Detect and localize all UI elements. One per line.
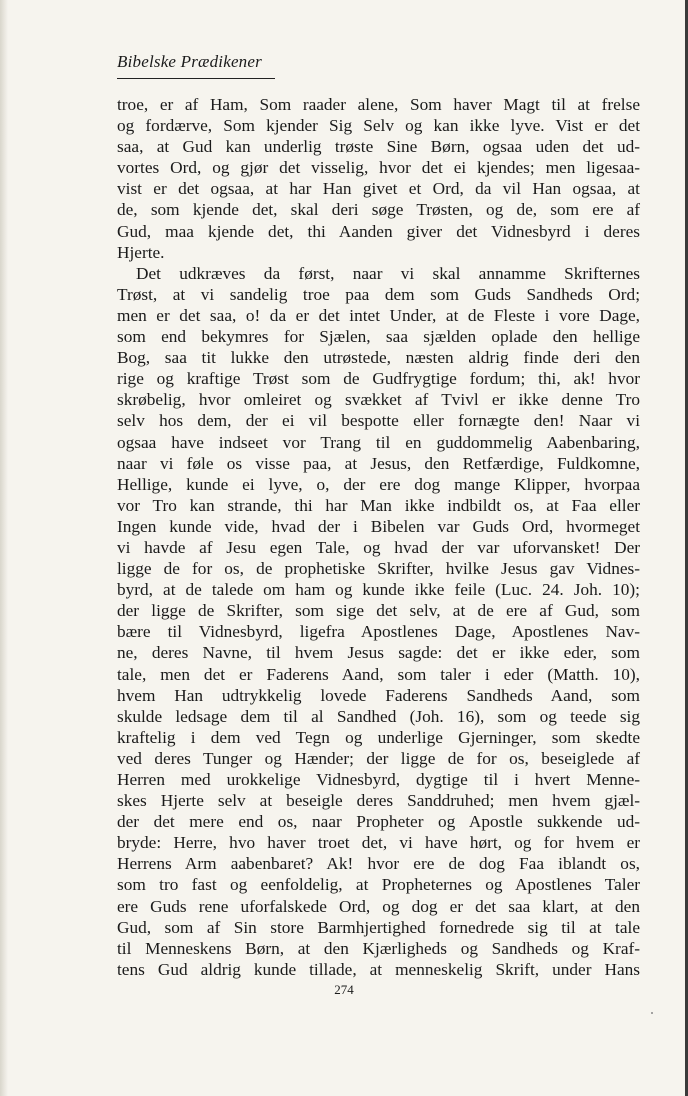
text-line: selv hos dem, der ei vil bespotte eller fornægte den! Naar vi	[117, 411, 640, 431]
text-line: vor Tro kan strande, thi har Man ikke indbildt os, at Faa eller	[117, 495, 640, 515]
text-line: byrd, at de talede om ham og kunde ikke feile (Luc. 24. Joh. 10);	[117, 580, 640, 600]
text-line: skes Hjerte selv at beseigle deres Sanddruhed; men hvem gjæl-	[117, 791, 640, 811]
text-line: og fordærve, Som kjender Sig Selv og kan ikke lyve. Vist er det	[117, 116, 640, 136]
header-rule	[117, 78, 275, 79]
text-line: som tro fast og eenfoldelig, at Propheternes og Apostlenes Taler	[117, 875, 640, 895]
text-line: vi havde af Jesu egen Tale, og hvad der var uforvansket! Der	[117, 537, 640, 557]
paper-speck	[651, 1012, 653, 1014]
page-number: 274	[334, 982, 354, 997]
text-line: tens Gud aldrig kunde tillade, at menneskelig Skrift, under Hans	[117, 959, 640, 979]
text-line: Herrens Arm aabenbaret? Ak! hvor ere de dog Faa iblandt os,	[117, 854, 640, 874]
text-line: Hellige, kunde ei lyve, o, der ere dog mange Klipper, hvorpaa	[117, 474, 640, 494]
text-line: Bog, saa tit lukke den utrøstede, næsten aldrig finde deri den	[117, 348, 640, 368]
text-line: skulde ledsage dem til al Sandhed (Joh. 16), som og teede sig	[117, 706, 640, 726]
text-line: Hjerte.	[117, 242, 165, 262]
text-line: kraftelig i dem ved Tegn og underlige Gjerninger, som skedte	[117, 727, 640, 747]
running-head: Bibelske Prædikener	[117, 52, 262, 71]
text-line: de, som kjende det, skal deri søge Trøsten, og de, som ere af	[117, 200, 640, 220]
text-line: skrøbelig, hvor omleiret og svækket af Tvivl er ikke denne Tro	[117, 390, 640, 410]
text-line: bære til Vidnesbyrd, ligefra Apostlenes Dage, Apostlenes Nav-	[117, 622, 640, 642]
text-line: Ingen kunde vide, hvad der i Bibelen var Guds Ord, hvormeget	[117, 516, 640, 536]
text-line: der det mere end os, naar Propheter og Apostle sukkende ud-	[117, 812, 640, 832]
text-line: Det udkræves da først, naar vi skal annamme Skrifternes	[136, 263, 640, 283]
text-line: saa, at Gud kan underlig trøste Sine Børn, ogsaa uden det ud-	[117, 137, 640, 157]
text-line: Gud, som af Sin store Barmhjertighed fornedrede sig til at tale	[117, 917, 640, 937]
text-line: ligge de for os, de prophetiske Skrifter, hvilke Jesus gav Vidnes-	[117, 559, 640, 579]
text-line: ne, deres Navne, til hvem Jesus sagde: det er ikke eder, som	[117, 643, 640, 663]
text-line: rige og kraftige Trøst som de Gudfrygtige fordum; thi, ak! hvor	[117, 369, 640, 389]
text-line: ere Guds rene uforfalskede Ord, og dog er det saa klart, at den	[117, 896, 640, 916]
text-line: hvem Han udtrykkelig lovede Faderens Sandheds Aand, som	[117, 685, 640, 705]
text-line: Herren med urokkelige Vidnesbyrd, dygtige til i hvert Menne-	[117, 770, 640, 789]
text-line: som end bekymres for Sjælen, saa sjælden oplade den hellige	[117, 327, 640, 347]
text-line: tale, men det er Faderens Aand, som taler i eder (Matth. 10),	[117, 664, 640, 684]
text-line: Gud, maa kjende det, thi Aanden giver det Vidnesbyrd i deres	[117, 221, 640, 241]
text-line: bryde: Herre, hvo haver troet det, vi have hørt, og for hvem er	[117, 833, 640, 853]
text-line: men er det saa, o! da er det intet Under, at de Fleste i vore Dage,	[117, 305, 640, 325]
text-line: vist er det ogsaa, at har Han givet et Ord, da vil Han ogsaa, at	[117, 179, 640, 199]
text-line: til Menneskens Børn, at den Kjærligheds og Sandheds og Kraf-	[117, 938, 640, 958]
text-line: ved deres Tunger og Hænder; der ligge de for os, beseiglede af	[117, 748, 640, 768]
text-line: ogsaa have indseet vor Trang til en guddommelig Aabenbaring,	[117, 432, 640, 452]
text-line: naar vi føle os visse paa, at Jesus, den Retfærdige, Fuldkomne,	[117, 453, 640, 473]
text-line: vortes Ord, og gjør det visselig, hvor det ei kjendes; men ligesaa-	[117, 158, 640, 178]
text-line: troe, er af Ham, Som raader alene, Som haver Magt til at frelse	[117, 95, 640, 114]
body-text	[117, 94, 640, 980]
text-line: Trøst, at vi sandelig troe paa dem som Guds Sandheds Ord;	[117, 284, 640, 304]
text-line: der ligge de Skrifter, som sige det selv, at de ere af Gud, som	[117, 601, 640, 621]
